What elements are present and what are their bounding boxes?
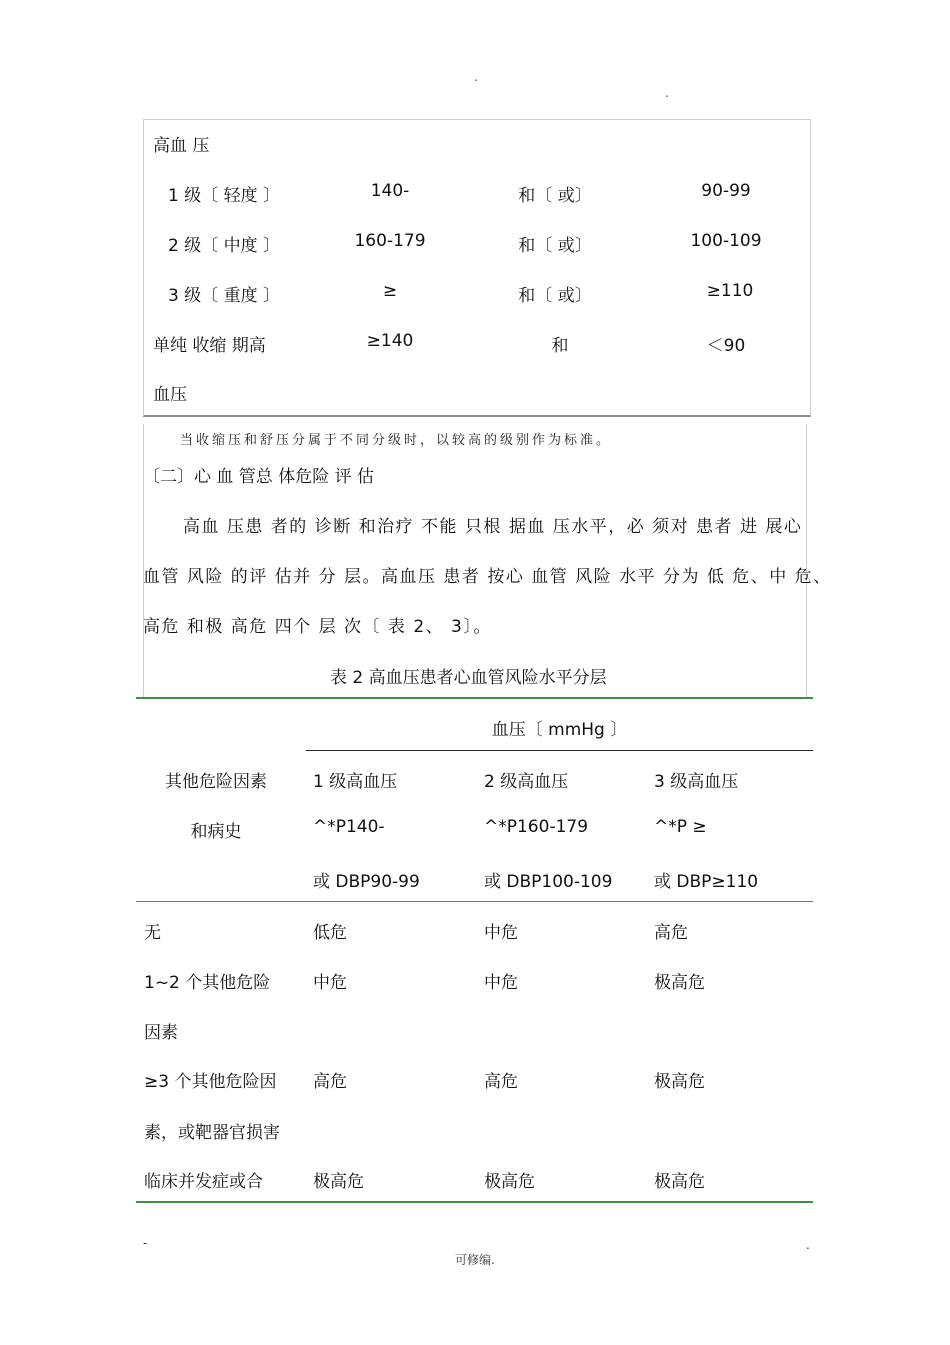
risk-factor-cont: 素，或靶器官损害	[144, 1123, 280, 1143]
grade-dbp: 或 DBP90-99	[313, 872, 420, 892]
risk-factor-header: 其他危险因素	[165, 772, 267, 792]
conjunction: 和	[551, 336, 569, 356]
table2-header-bottom-rule	[136, 901, 813, 902]
paragraph-line-3: 高危 和极 高危 四个 层 次〔 表 2、 3〕。	[143, 617, 492, 637]
risk-level-g2: 中危	[484, 973, 518, 993]
risk-factor: 临床并发症或合	[144, 1172, 263, 1192]
grade-name: 2 级高血压	[484, 772, 569, 792]
grade-sbp: ^*P160-179	[484, 817, 589, 837]
row-label: 高血 压	[153, 136, 210, 156]
dbp-value: 90-99	[701, 181, 751, 201]
dbp-value: 100-109	[690, 231, 762, 251]
section-title: 〔二〕心 血 管总 体危险 评 估	[143, 467, 375, 487]
table2-caption: 表 2 高血压患者心血管风险水平分层	[330, 668, 607, 688]
footer-dash: -	[143, 1236, 148, 1250]
row-label: 2 级〔 中度 〕	[168, 236, 281, 256]
paragraph-line-1: 高血 压患 者的 诊断 和治疗 不能 只根 据血 压水平，必 须对 患者 进 展心	[183, 517, 803, 537]
row-label: 3 级〔 重度 〕	[168, 286, 281, 306]
classification-note: 当收缩压和舒压分属于不同分级时，以较高的级别作为标准。	[180, 433, 613, 448]
row-label: 单纯 收缩 期高	[153, 336, 266, 356]
row-label: 血压	[153, 385, 187, 405]
risk-level-g3: 极高危	[654, 973, 705, 993]
risk-factor: 无	[144, 923, 161, 943]
dbp-value: ＜90	[706, 336, 746, 356]
paragraph-line-2: 血管 风险 的评 估并 分 层。高血压 患者 按心 血管 风险 水平 分为 低 危、中 危、	[143, 567, 832, 587]
risk-level-g2: 高危	[484, 1072, 518, 1092]
footer-dot: .	[806, 1238, 810, 1252]
risk-factor: ≥3 个其他危险因	[144, 1072, 277, 1092]
risk-level-g2: 中危	[484, 923, 518, 943]
risk-factor-cont: 因素	[144, 1023, 178, 1043]
sbp-value: 160-179	[354, 231, 426, 251]
grade-name: 3 级高血压	[654, 772, 739, 792]
risk-level-g1: 中危	[313, 973, 347, 993]
conjunction: 和〔 或〕	[518, 186, 592, 206]
risk-factor-header-2: 和病史	[190, 822, 242, 842]
footer-text: 可修编.	[455, 1253, 495, 1267]
dbp-value: ≥110	[706, 281, 754, 301]
grade-sbp: ^*P140-	[313, 817, 385, 837]
header-dot-right: .	[665, 86, 669, 100]
sbp-value: 140-	[370, 181, 410, 201]
bp-classification-table	[143, 119, 811, 417]
risk-level-g2: 极高危	[484, 1172, 535, 1192]
conjunction: 和〔 或〕	[518, 286, 592, 306]
table2-bp-header-rule	[306, 750, 813, 751]
sbp-value: ≥	[382, 281, 398, 301]
risk-level-g3: 极高危	[654, 1072, 705, 1092]
risk-level-g1: 极高危	[313, 1172, 364, 1192]
risk-level-g3: 高危	[654, 923, 688, 943]
table2-top-rule	[136, 697, 813, 699]
sbp-value: ≥140	[366, 331, 414, 351]
row-label: 1 级〔 轻度 〕	[168, 186, 281, 206]
grade-sbp: ^*P ≥	[654, 817, 707, 837]
grade-dbp: 或 DBP≥110	[654, 872, 759, 892]
grade-name: 1 级高血压	[313, 772, 398, 792]
conjunction: 和〔 或〕	[518, 236, 592, 256]
bp-header: 血压〔 mmHg 〕	[491, 720, 628, 740]
risk-level-g3: 极高危	[654, 1172, 705, 1192]
risk-factor: 1~2 个其他危险	[144, 973, 271, 993]
risk-level-g1: 高危	[313, 1072, 347, 1092]
header-dot-left: .	[474, 70, 478, 84]
table2-bottom-rule	[136, 1201, 813, 1203]
risk-level-g1: 低危	[313, 923, 347, 943]
grade-dbp: 或 DBP100-109	[484, 872, 613, 892]
